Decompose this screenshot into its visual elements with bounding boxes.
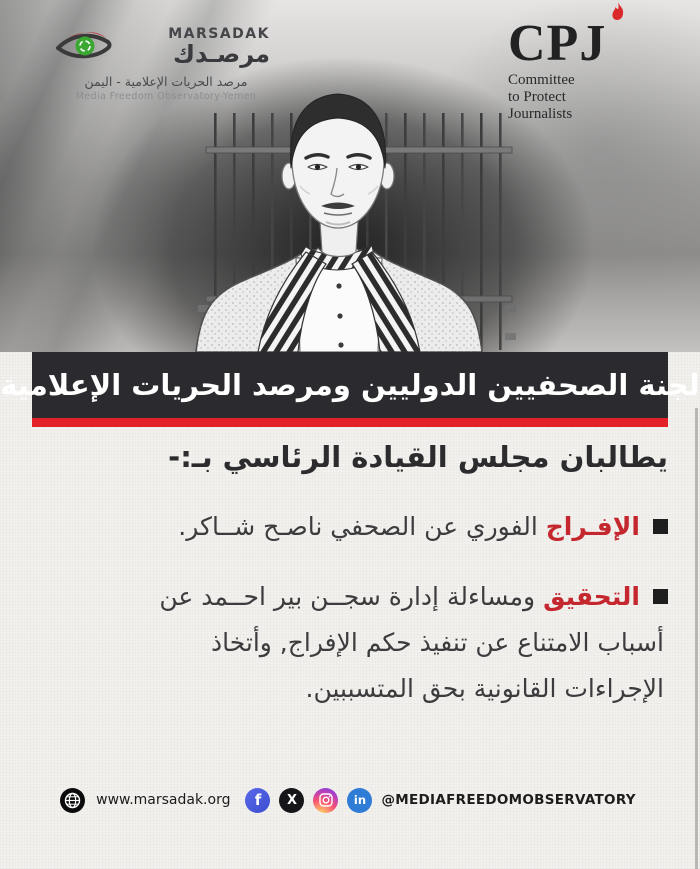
marsadak-tagline-ar: مرصد الحريات الإعلامية - اليمن xyxy=(84,74,248,89)
website-url[interactable]: www.marsadak.org xyxy=(96,792,231,808)
cpj-acronym: CPJ xyxy=(508,18,606,70)
demand-text-line3: الإجراءات القانونية بحق المتسببين. xyxy=(305,674,664,703)
website-globe-icon[interactable] xyxy=(60,788,85,813)
demand-item-investigate xyxy=(80,574,668,712)
marsadak-name-ar: مرصـدك xyxy=(172,40,270,68)
demand-text-line1: ومساءلة إدارة سجــن بير احــمد عن xyxy=(159,582,536,611)
linkedin-icon[interactable]: in xyxy=(347,788,372,813)
marsadak-name-en: MARSADAK xyxy=(168,26,270,42)
marsadak-tagline-en: Media Freedom Observatory-Yemen xyxy=(75,91,257,102)
subtitle-demand-line: يطالبان مجلس القيادة الرئاسي بـ:- xyxy=(168,440,668,474)
red-stripe xyxy=(32,418,668,427)
journalist-sketch xyxy=(196,94,482,352)
demands-list xyxy=(0,504,700,712)
marsadak-logo xyxy=(56,26,276,102)
headline-title: لجنة الصحفيين الدوليين ومرصد الحريات الإعلامية xyxy=(0,368,700,402)
demand-text-line2: أسباب الامتناع عن تنفيذ حكم الإفراج, وأتخاذ xyxy=(211,628,664,657)
cpj-logo xyxy=(508,15,658,122)
cpj-name: Committee to Protect Journalists xyxy=(508,72,575,122)
headline-banner xyxy=(0,352,700,418)
social-handle[interactable]: @MEDIAFREEDOMOBSERVATORY xyxy=(381,792,636,808)
bullet-square-icon xyxy=(653,519,668,534)
demand-keyword: الإفـراج xyxy=(545,512,640,541)
demand-item-release xyxy=(80,504,668,550)
instagram-icon[interactable] xyxy=(313,788,338,813)
demand-text: الفوري عن الصحفي ناصـح شــاكر. xyxy=(178,512,538,541)
footer-social-bar xyxy=(0,780,700,820)
facebook-icon[interactable]: f xyxy=(245,788,270,813)
bullet-square-icon xyxy=(653,589,668,604)
demand-keyword: التحقيق xyxy=(543,582,640,611)
prison-photo-section xyxy=(0,0,700,352)
x-twitter-icon[interactable]: X xyxy=(279,788,304,813)
